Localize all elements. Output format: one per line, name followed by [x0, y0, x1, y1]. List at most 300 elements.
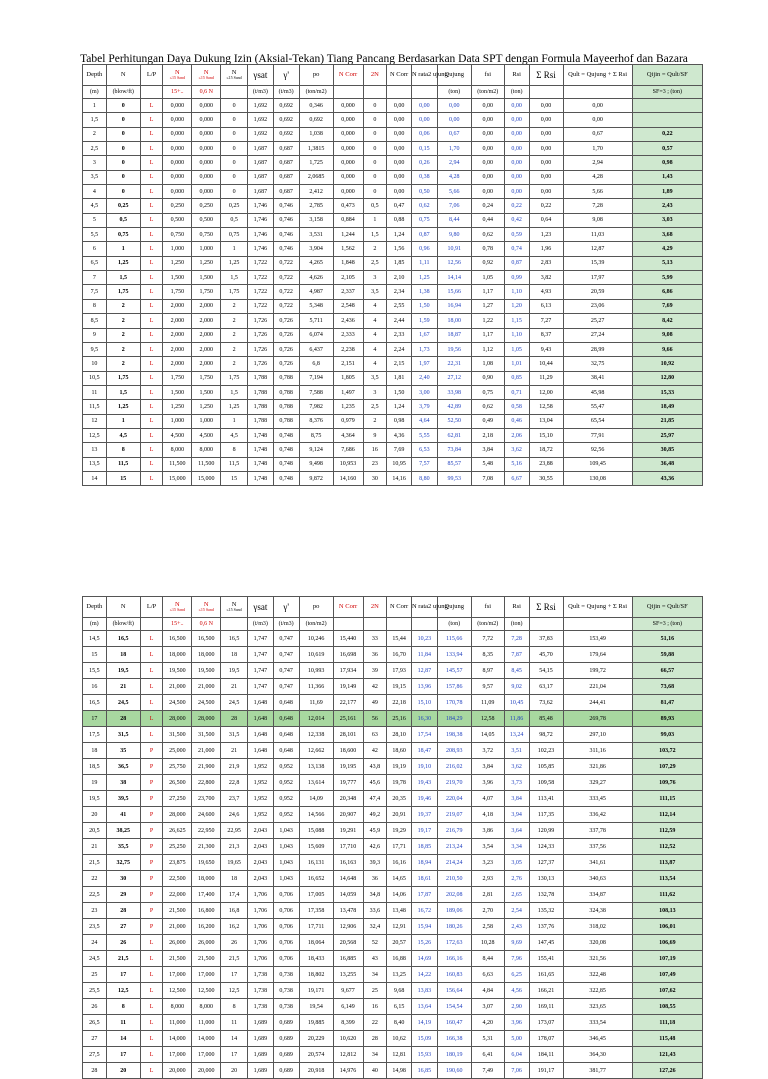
table-cell: 1,11: [411, 256, 437, 270]
table-cell: 1,952: [248, 791, 274, 807]
table-cell: 2,65: [504, 887, 529, 903]
table-cell: 153,49: [563, 631, 632, 647]
table-cell: 145,57: [437, 663, 471, 679]
table-cell: L: [140, 228, 163, 242]
table-cell: 3,54: [471, 839, 504, 855]
unit-header: 15+..: [163, 86, 192, 99]
table-cell: 11,500: [163, 457, 192, 471]
table-cell: 0: [106, 156, 140, 170]
table-cell: 0: [363, 185, 387, 199]
table-cell: 14,06: [387, 887, 412, 903]
table-cell: 0,722: [273, 285, 299, 299]
table-cell: 2,000: [163, 314, 192, 328]
col-header-sub: ≤15 Sand: [226, 75, 242, 81]
table-cell: L: [140, 127, 163, 141]
table-cell: L: [140, 727, 163, 743]
table-row: [83, 156, 703, 170]
table-cell: 7,27: [529, 314, 563, 328]
table-cell: 0,689: [273, 1063, 299, 1079]
table-cell: 0: [363, 99, 387, 113]
table-cell: 0,692: [273, 113, 299, 127]
table-cell: 26,5: [83, 1015, 107, 1031]
table-cell: 321,56: [563, 951, 632, 967]
table-cell: 5,5: [83, 228, 107, 242]
table-cell: 0,75: [471, 385, 504, 399]
table-cell: 189,06: [437, 903, 471, 919]
table-cell: 38,25: [106, 823, 140, 839]
table-cell: 31,500: [163, 727, 192, 743]
table-cell: 2,55: [387, 299, 412, 313]
table-cell: 2,34: [387, 285, 412, 299]
table-cell: 27: [106, 919, 140, 935]
table-cell: [632, 113, 702, 127]
table-cell: 106,01: [632, 919, 702, 935]
table-cell: L: [140, 371, 163, 385]
table-cell: 56: [363, 711, 387, 727]
table-cell: 0,748: [273, 457, 299, 471]
table-row: [83, 142, 703, 156]
table-cell: 43: [363, 951, 387, 967]
table-cell: 1,706: [248, 903, 274, 919]
table-cell: 1,687: [248, 156, 274, 170]
table-cell: 16: [363, 999, 387, 1015]
col-header-sub: ≤15 Sand: [169, 75, 185, 81]
table-cell: 324,38: [563, 903, 632, 919]
table-cell: 52,50: [437, 414, 471, 428]
unit-header: 0,6 N: [192, 86, 221, 99]
table-cell: 1,726: [248, 328, 274, 342]
table-cell: 9,498: [299, 457, 333, 471]
col-header: Qijin = Qult/SF: [632, 65, 702, 86]
table-cell: L: [140, 414, 163, 428]
table-cell: 31,500: [192, 727, 221, 743]
table-cell: 0,46: [504, 414, 529, 428]
table-cell: 2,000: [163, 299, 192, 313]
table-cell: 269,78: [563, 711, 632, 727]
table-cell: 8,80: [411, 471, 437, 485]
table-cell: 16,885: [333, 951, 363, 967]
table-cell: 2: [106, 328, 140, 342]
table-cell: 4,56: [504, 983, 529, 999]
table-cell: 4,500: [192, 428, 221, 442]
table-cell: 0,00: [411, 113, 437, 127]
table-cell: 1,59: [411, 314, 437, 328]
col-header: L/P: [140, 65, 163, 86]
table-cell: 1,250: [163, 256, 192, 270]
table-cell: 34: [363, 967, 387, 983]
table-row: [83, 647, 703, 663]
table-cell: 10,92: [632, 357, 702, 371]
table-cell: 34,8: [363, 887, 387, 903]
table-cell: 1,12: [471, 342, 504, 356]
table-cell: 19,15: [387, 679, 412, 695]
table-cell: L: [140, 999, 163, 1015]
table-cell: L: [140, 1063, 163, 1079]
table-cell: 0: [221, 185, 248, 199]
table-row: [83, 242, 703, 256]
table-cell: 15,609: [299, 839, 333, 855]
table-cell: 18: [221, 871, 248, 887]
table-cell: 340,63: [563, 871, 632, 887]
table-cell: 0,746: [273, 242, 299, 256]
unit-header: [140, 618, 163, 631]
table-cell: 35,5: [106, 839, 140, 855]
table-cell: 0,689: [273, 1047, 299, 1063]
table-cell: 42,6: [363, 839, 387, 855]
table-cell: 2,33: [387, 328, 412, 342]
unit-header: [140, 86, 163, 99]
table-cell: 0: [221, 142, 248, 156]
table-cell: 113,41: [529, 791, 563, 807]
table-cell: 0,98: [632, 156, 702, 170]
table-cell: 9,66: [632, 342, 702, 356]
table-cell: 1,722: [248, 271, 274, 285]
table-cell: 2: [106, 342, 140, 356]
table-cell: 8,000: [192, 443, 221, 457]
table-cell: 329,27: [563, 775, 632, 791]
table-cell: 22: [363, 1015, 387, 1031]
table-cell: 0,952: [273, 807, 299, 823]
table-cell: 11,5: [106, 457, 140, 471]
table-cell: L: [140, 1031, 163, 1047]
table-cell: 8,75: [299, 428, 333, 442]
table-cell: 27,24: [563, 328, 632, 342]
table-cell: 42: [363, 743, 387, 759]
table-cell: 2,000: [192, 299, 221, 313]
table-cell: 2,06: [504, 428, 529, 442]
table-cell: 0,738: [273, 967, 299, 983]
table-cell: 2,24: [387, 342, 412, 356]
table-cell: 18: [83, 743, 107, 759]
table-cell: 18,87: [437, 328, 471, 342]
unit-header: (ton/m2): [299, 86, 333, 99]
table-cell: 113,87: [632, 855, 702, 871]
col-header: 2N: [363, 597, 387, 618]
table-cell: 210,50: [437, 871, 471, 887]
col-header: Qult = Qujung + Σ Rsi: [563, 65, 632, 86]
table-cell: 0,706: [273, 919, 299, 935]
table-cell: 21,3: [221, 839, 248, 855]
table-cell: 1,500: [163, 385, 192, 399]
table-cell: 3,86: [471, 823, 504, 839]
table-cell: 208,93: [437, 743, 471, 759]
table-cell: 7,96: [504, 951, 529, 967]
table-cell: 1,689: [248, 1015, 274, 1031]
table-row: [83, 983, 703, 999]
table-cell: P: [140, 743, 163, 759]
table-cell: 12,338: [299, 727, 333, 743]
table-cell: 65,54: [563, 414, 632, 428]
table-cell: 12,80: [632, 371, 702, 385]
table-cell: 4,5: [221, 428, 248, 442]
table-cell: 0,00: [387, 185, 412, 199]
table-cell: 16,16: [387, 855, 412, 871]
table-cell: 3,5: [83, 170, 107, 184]
table-row: [83, 727, 703, 743]
table-cell: 3,64: [504, 823, 529, 839]
table-cell: 4,987: [299, 285, 333, 299]
table-cell: 0,90: [471, 371, 504, 385]
col-header: 2N: [363, 65, 387, 86]
table-cell: 341,61: [563, 855, 632, 871]
table-cell: P: [140, 887, 163, 903]
table-cell: 13,138: [299, 759, 333, 775]
table-cell: L: [140, 213, 163, 227]
table-cell: 14,14: [437, 271, 471, 285]
table-cell: 24,5: [106, 695, 140, 711]
table-cell: 5,48: [471, 457, 504, 471]
table-cell: 8,35: [471, 647, 504, 663]
table-cell: 1,70: [563, 142, 632, 156]
table-cell: 17,934: [333, 663, 363, 679]
table-cell: 216,79: [437, 823, 471, 839]
table-cell: 6,41: [471, 1047, 504, 1063]
table-cell: 0,00: [563, 99, 632, 113]
table-cell: 26,625: [163, 823, 192, 839]
table-cell: 25,250: [163, 839, 192, 855]
table-cell: 3,96: [471, 775, 504, 791]
table-cell: 0,979: [333, 414, 363, 428]
table-cell: 1,75: [221, 371, 248, 385]
table-cell: 135,32: [529, 903, 563, 919]
table-cell: 4,36: [387, 428, 412, 442]
table-cell: 0,000: [333, 127, 363, 141]
table-cell: L: [140, 299, 163, 313]
table-cell: 25,5: [83, 983, 107, 999]
table-cell: 5,711: [299, 314, 333, 328]
table-cell: 36,5: [106, 759, 140, 775]
table-cell: 0,747: [273, 679, 299, 695]
table-cell: 1,25: [221, 256, 248, 270]
table-row: [83, 342, 703, 356]
table-cell: 18,94: [411, 855, 437, 871]
table-row: [83, 711, 703, 727]
table-cell: 0,500: [192, 213, 221, 227]
table-cell: 198,38: [437, 727, 471, 743]
table-row: [83, 285, 703, 299]
table-cell: L: [140, 328, 163, 342]
table-cell: 2,5: [363, 256, 387, 270]
table-cell: 1,750: [163, 285, 192, 299]
table-cell: 0,000: [333, 113, 363, 127]
table-cell: 1,25: [411, 271, 437, 285]
table-cell: 1,750: [192, 371, 221, 385]
table-cell: 1,706: [248, 935, 274, 951]
table-cell: 4: [363, 328, 387, 342]
table-cell: 10,23: [411, 631, 437, 647]
table-cell: 3,68: [632, 228, 702, 242]
table-cell: 0,746: [273, 213, 299, 227]
table-cell: 0,726: [273, 357, 299, 371]
table-row: [83, 299, 703, 313]
table-cell: 180,26: [437, 919, 471, 935]
table-cell: 36: [363, 871, 387, 887]
table-cell: 1,000: [163, 414, 192, 428]
table-cell: 18,60: [387, 743, 412, 759]
table-cell: 0,98: [387, 414, 412, 428]
table-cell: 8,44: [471, 951, 504, 967]
unit-header: (t/m3): [248, 86, 274, 99]
table-cell: 184,11: [529, 1047, 563, 1063]
table-cell: 14,19: [411, 1015, 437, 1031]
table-cell: 1,10: [504, 285, 529, 299]
table-cell: 17,97: [563, 271, 632, 285]
table-cell: P: [140, 855, 163, 871]
unit-header: [529, 86, 563, 99]
table-cell: 0,952: [273, 791, 299, 807]
table-cell: 13,478: [333, 903, 363, 919]
table-cell: 2,15: [387, 357, 412, 371]
table-cell: 7,69: [387, 443, 412, 457]
table-cell: 23,88: [529, 457, 563, 471]
table-cell: 21,500: [163, 903, 192, 919]
table-cell: 6,53: [411, 443, 437, 457]
table-cell: 15,33: [632, 385, 702, 399]
col-header: Qult = Qujung + Σ Rsi: [563, 597, 632, 618]
table-cell: 0,00: [529, 142, 563, 156]
table-cell: 3,79: [411, 400, 437, 414]
table-cell: 4: [363, 357, 387, 371]
table-row: [83, 839, 703, 855]
table-cell: 19,500: [192, 663, 221, 679]
table-cell: 12,00: [529, 385, 563, 399]
table-cell: 21: [221, 743, 248, 759]
table-cell: 0,000: [192, 99, 221, 113]
table-cell: 26,000: [192, 935, 221, 951]
table-cell: 0,85: [504, 371, 529, 385]
col-header: N rata2 ujung: [411, 597, 437, 618]
table-cell: 0,74: [504, 242, 529, 256]
table-cell: 14,000: [192, 1031, 221, 1047]
table-cell: 1,73: [411, 342, 437, 356]
table-cell: 52: [363, 935, 387, 951]
table-cell: 34: [363, 1047, 387, 1063]
table-cell: 2,54: [504, 903, 529, 919]
table-cell: 14,000: [163, 1031, 192, 1047]
table-cell: 0,706: [273, 935, 299, 951]
table-cell: 173,07: [529, 1015, 563, 1031]
table-cell: 10,91: [437, 242, 471, 256]
table-cell: 7,194: [299, 371, 333, 385]
table-cell: 1,738: [248, 983, 274, 999]
col-header: Rsi: [504, 65, 529, 86]
table-cell: 17,710: [333, 839, 363, 855]
unit-header: [387, 86, 412, 99]
table-cell: 2,43: [632, 199, 702, 213]
table-cell: 6,074: [299, 328, 333, 342]
table-cell: 1,17: [471, 328, 504, 342]
table-cell: 0,22: [632, 127, 702, 141]
table-cell: 1,746: [248, 199, 274, 213]
table-cell: 0,346: [299, 99, 333, 113]
table-cell: 15,000: [163, 471, 192, 485]
table-cell: 55,47: [563, 400, 632, 414]
table-cell: 22,18: [387, 695, 412, 711]
table-cell: 0,500: [163, 213, 192, 227]
table-cell: 0,00: [504, 142, 529, 156]
table-cell: 39,3: [363, 855, 387, 871]
table-cell: 0,00: [504, 170, 529, 184]
table-row: [83, 271, 703, 285]
table-cell: 0,689: [273, 1031, 299, 1047]
table-cell: 0,000: [192, 127, 221, 141]
col-header: N: [106, 65, 140, 86]
table-cell: 12,87: [411, 663, 437, 679]
table-cell: 0,000: [192, 185, 221, 199]
table-cell: 20: [83, 807, 107, 823]
table-cell: 24,6: [221, 807, 248, 823]
table-cell: 2,436: [333, 314, 363, 328]
table-cell: 37,83: [529, 631, 563, 647]
table-cell: 1,250: [163, 400, 192, 414]
table-cell: 0,648: [273, 727, 299, 743]
table-cell: 11,69: [299, 695, 333, 711]
table-cell: 1,75: [106, 285, 140, 299]
table-cell: 15: [221, 471, 248, 485]
table-cell: 1,747: [248, 631, 274, 647]
table-cell: 10,619: [299, 647, 333, 663]
table-cell: 1,805: [333, 371, 363, 385]
table-cell: 32,75: [563, 357, 632, 371]
table-cell: 1,952: [248, 807, 274, 823]
table-cell: 1,24: [387, 228, 412, 242]
table-cell: L: [140, 428, 163, 442]
table-cell: 18,000: [192, 871, 221, 887]
table-cell: 1: [106, 414, 140, 428]
table-cell: 0,788: [273, 371, 299, 385]
table-cell: 19,78: [387, 775, 412, 791]
table-cell: 8: [106, 999, 140, 1015]
col-header-sub: ≤15 Sand: [198, 607, 214, 613]
table-cell: 17,000: [163, 1047, 192, 1063]
table-cell: 24,5: [221, 695, 248, 711]
table-cell: 1,687: [248, 170, 274, 184]
table-cell: 4,29: [632, 242, 702, 256]
table-cell: 16: [363, 443, 387, 457]
table-cell: 0,750: [163, 228, 192, 242]
table-cell: 73,84: [437, 443, 471, 457]
table-cell: 5,00: [504, 1031, 529, 1047]
table-cell: 17,4: [221, 887, 248, 903]
table-cell: 1,000: [192, 242, 221, 256]
table-cell: 0,722: [273, 299, 299, 313]
table-cell: 33: [363, 631, 387, 647]
col-header-sub: ≤15 Sand: [226, 607, 242, 613]
table-cell: 16,131: [299, 855, 333, 871]
table-row: [83, 759, 703, 775]
table-cell: 7,72: [471, 631, 504, 647]
table-cell: 107,62: [632, 983, 702, 999]
table-cell: 0,62: [471, 228, 504, 242]
table-cell: 2,000: [163, 328, 192, 342]
table-cell: 4: [363, 342, 387, 356]
table-cell: 4: [363, 299, 387, 313]
table-cell: 11: [221, 1015, 248, 1031]
table-cell: 1,67: [411, 328, 437, 342]
table-cell: 2: [221, 299, 248, 313]
table-cell: 0: [363, 113, 387, 127]
table-row: [83, 385, 703, 399]
table-row: [83, 99, 703, 113]
table-cell: 1,788: [248, 385, 274, 399]
table-cell: 28,000: [163, 711, 192, 727]
unit-header: (m): [83, 618, 107, 631]
table-cell: L: [140, 357, 163, 371]
table-cell: 0,000: [163, 99, 192, 113]
table-cell: 1,000: [163, 242, 192, 256]
table-cell: 0,00: [504, 127, 529, 141]
table-cell: 17,005: [299, 887, 333, 903]
